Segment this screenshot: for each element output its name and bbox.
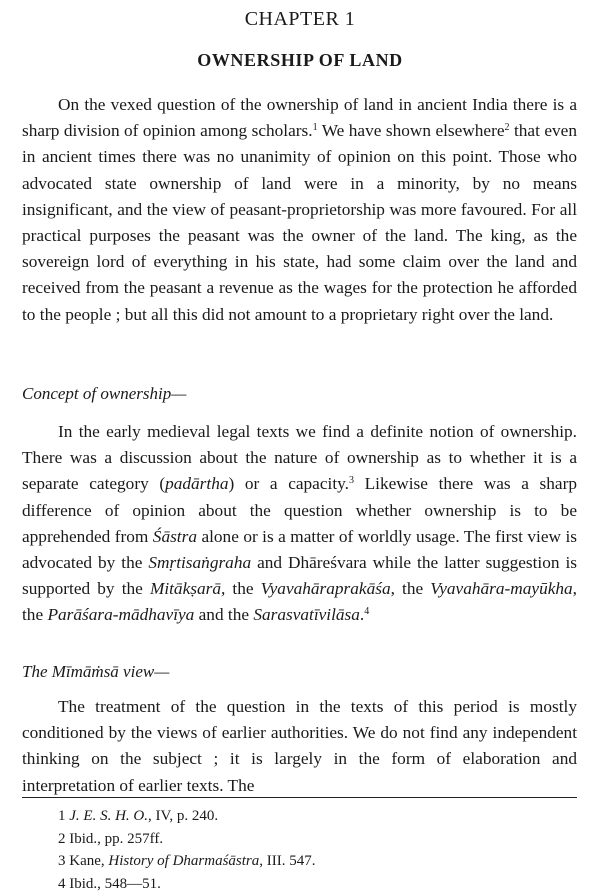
paragraph-text: On the vexed question of the ownership of land in ancient India there is a sharp division of opinion among scholars. bbox=[22, 95, 577, 140]
footnote-source-title: J. E. S. H. O. bbox=[69, 808, 148, 824]
paragraph-text: and the bbox=[194, 605, 253, 624]
footnote-author: Kane, bbox=[66, 853, 109, 869]
paragraph-text: . bbox=[360, 605, 364, 624]
paragraph-text: that even in ancient times there was no unanimity of opinion on this point. Those who advocated state ownership of land were in a minority, by no means insignificant, and the view of peasant-proprietorship was more favoured. For all practical purposes the peasant was the owner of the land. The king, as the sovereign lord of everything in his state, had some claim over the land and received from the peasant a revenue as the wages for the protection he afforded to the people ; but all this did not amount to a proprietary right over the land. bbox=[22, 121, 577, 323]
footnote-ref: 3 bbox=[349, 475, 354, 486]
footnote-source-title: History of Dharmaśāstra bbox=[108, 853, 259, 869]
paragraph-text: ) or a capacity. bbox=[228, 474, 348, 493]
chapter-title: OWNERSHIP OF LAND bbox=[0, 50, 600, 71]
footnote-4: 4 Ibid., 548—51. bbox=[58, 873, 578, 895]
italic-term: Vyavahāra-mayūkha bbox=[430, 579, 572, 598]
italic-term: Śāstra bbox=[153, 527, 197, 546]
footnotes bbox=[58, 805, 578, 895]
footnote-1 bbox=[58, 805, 578, 828]
footnote-number: 1 bbox=[58, 808, 66, 824]
paragraph-text: , the bbox=[391, 579, 431, 598]
paragraph-text: Likewise there was a sharp difference of opinion about the question whether ownership is to be apprehended from bbox=[22, 474, 577, 545]
italic-term: padārtha bbox=[165, 474, 228, 493]
footnote-number: 3 bbox=[58, 853, 66, 869]
italic-term: Parāśara-mādhavīya bbox=[47, 605, 194, 624]
paragraph-text: , the bbox=[221, 579, 261, 598]
footnote-ref: 2 bbox=[505, 122, 510, 133]
footnote-ref: 4 bbox=[364, 606, 369, 617]
footnote-citation: , IV, p. 240. bbox=[148, 808, 218, 824]
footnote-2: 2 Ibid., pp. 257ff. bbox=[58, 828, 578, 851]
paragraph-text: The treatment of the question in the texts of this period is mostly conditioned by the views of earlier authorities. We do not find any independent thinking on the subject ; it is largely in the form of elaboration and interpretation of earlier texts. The bbox=[22, 694, 577, 799]
italic-term: Vyavahāraprakāśa bbox=[261, 579, 391, 598]
chapter-number: CHAPTER 1 bbox=[0, 8, 600, 31]
italic-term: Smṛtisaṅgraha bbox=[148, 553, 251, 572]
footnote-citation: , III. 547. bbox=[259, 853, 315, 869]
footnote-3 bbox=[58, 850, 578, 873]
italic-term: Sarasvatīvilāsa bbox=[253, 605, 360, 624]
section-heading-concept-of-ownership: Concept of ownership— bbox=[22, 384, 186, 404]
paragraph-mimamsa-treatment bbox=[22, 694, 577, 799]
paragraph-text: and Dhāreśvara while the latter suggestion is supported by the bbox=[22, 553, 577, 598]
paragraph-text: We have shown elsewhere bbox=[318, 121, 505, 140]
paragraph-text: In the early medieval legal texts we find a definite notion of ownership. There was a discussion about the nature of ownership as to whether it is a separate category ( bbox=[22, 422, 577, 493]
italic-term: Mitākṣarā bbox=[150, 579, 221, 598]
section-heading-mimamsa-view: The Mīmāṁsā view— bbox=[22, 662, 169, 682]
paragraph-text: alone or is a matter of worldly usage. The first view is advocated by the bbox=[22, 527, 577, 572]
footnote-ref: 1 bbox=[313, 122, 318, 133]
footnote-divider bbox=[22, 797, 577, 798]
paragraph-legal-texts bbox=[22, 419, 577, 629]
paragraph-text: , the bbox=[22, 579, 577, 624]
paragraph-ownership-intro bbox=[22, 92, 577, 328]
